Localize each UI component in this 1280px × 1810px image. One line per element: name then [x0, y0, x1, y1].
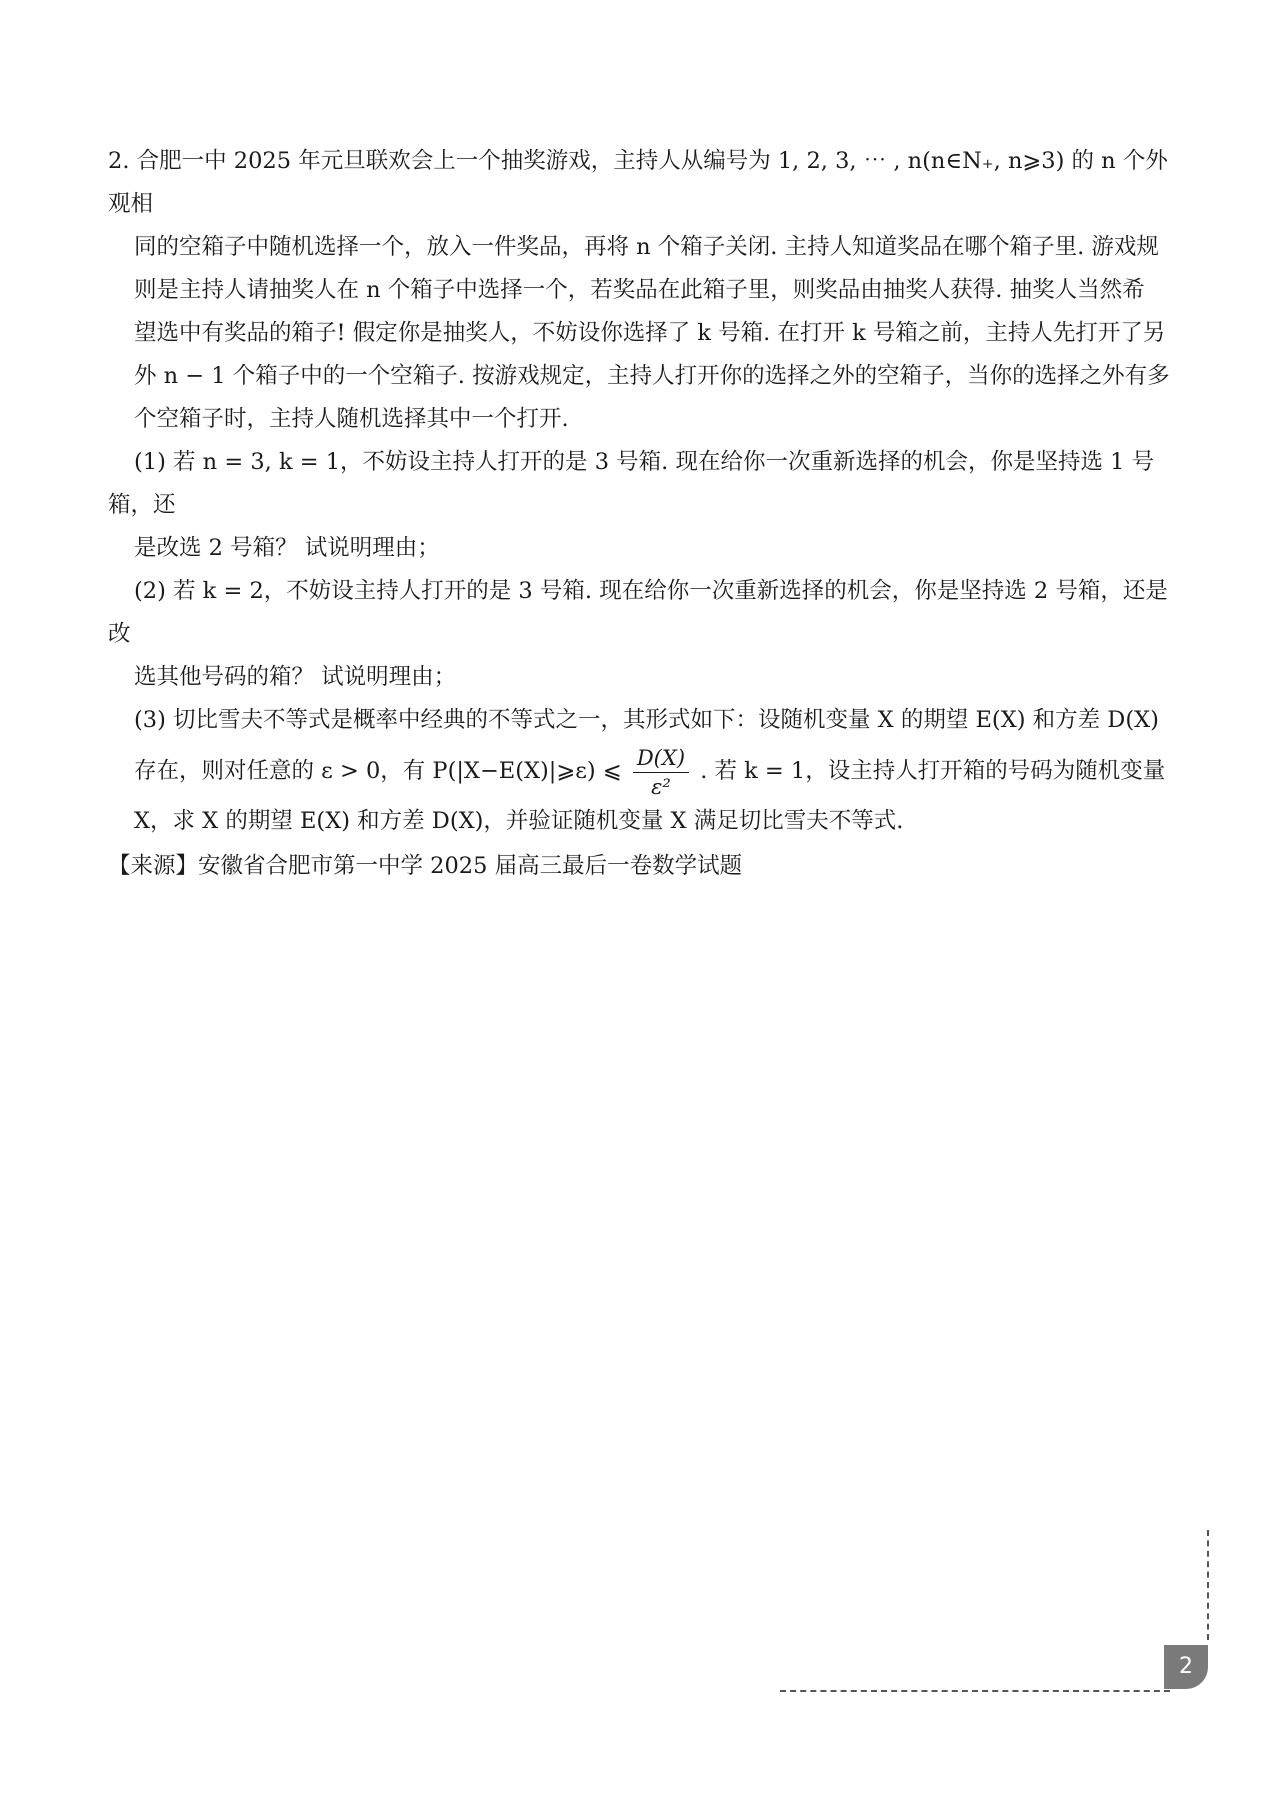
part3-line-1: (3) 切比雪夫不等式是概率中经典的不等式之一，其形式如下：设随机变量 X 的期望 E(X) 和方差 D(X) — [134, 707, 1159, 733]
statement-line-5: 外 n − 1 个箱子中的一个空箱子. 按游戏规定，主持人打开你的选择之外的空箱子，当你的选择之外有多 — [134, 363, 1170, 389]
part-1 — [108, 441, 1188, 570]
source-note: 【来源】安徽省合肥市第一中学 2025 届高三最后一卷数学试题 — [108, 853, 743, 879]
page-number-badge: 2 — [1164, 1645, 1208, 1689]
fraction — [633, 746, 689, 799]
problem-statement — [108, 140, 1188, 441]
statement-line-6: 个空箱子时，主持人随机选择其中一个打开. — [134, 406, 569, 432]
part2-line-1: (2) 若 k = 2，不妨设主持人打开的是 3 号箱. 现在给你一次重新选择的机会，你是坚持选 2 号箱，还是改 — [108, 578, 1168, 647]
statement-line-4: 望选中有奖品的箱子! 假定你是抽奖人，不妨设你选择了 k 号箱. 在打开 k 号箱之前，主持人先打开了另 — [134, 320, 1166, 346]
chebyshev-formula-line — [108, 742, 1188, 800]
part1-line-2: 是改选 2 号箱？ 试说明理由； — [134, 535, 440, 561]
part-3 — [108, 699, 1188, 843]
fraction-numerator: D(X) — [633, 746, 689, 773]
problem-number: 2. — [108, 148, 130, 174]
statement-line-1: 合肥一中 2025 年元旦联欢会上一个抽奖游戏，主持人从编号为 1, 2, 3, ⋯ , n(n∈N₊, n⩾3) 的 n 个外观相 — [108, 148, 1168, 217]
part3-line-2-before: 存在，则对任意的 ε > 0，有 P(|X−E(X)|⩾ε) ⩽ — [134, 758, 622, 784]
part1-line-1: (1) 若 n = 3, k = 1，不妨设主持人打开的是 3 号箱. 现在给你一次重新选择的机会，你是坚持选 1 号箱，还 — [108, 449, 1155, 518]
part3-line-3: X，求 X 的期望 E(X) 和方差 D(X)，并验证随机变量 X 满足切比雪夫不等式. — [134, 808, 904, 834]
fraction-denominator: ε² — [651, 774, 671, 799]
part3-line-2-after: . 若 k = 1，设主持人打开箱的号码为随机变量 — [700, 758, 1166, 784]
decorative-dashed-vertical-line — [1207, 1530, 1209, 1640]
statement-line-2: 同的空箱子中随机选择一个，放入一件奖品，再将 n 个箱子关闭. 主持人知道奖品在哪个箱子里. 游戏规 — [134, 234, 1159, 260]
part2-line-2: 选其他号码的箱？ 试说明理由； — [134, 664, 457, 690]
problem-content — [108, 140, 1188, 888]
part-2 — [108, 570, 1188, 699]
statement-line-3: 则是主持人请抽奖人在 n 个箱子中选择一个，若奖品在此箱子里，则奖品由抽奖人获得. 抽奖人当然希 — [134, 277, 1145, 303]
decorative-dashed-horizontal-line — [780, 1690, 1170, 1692]
